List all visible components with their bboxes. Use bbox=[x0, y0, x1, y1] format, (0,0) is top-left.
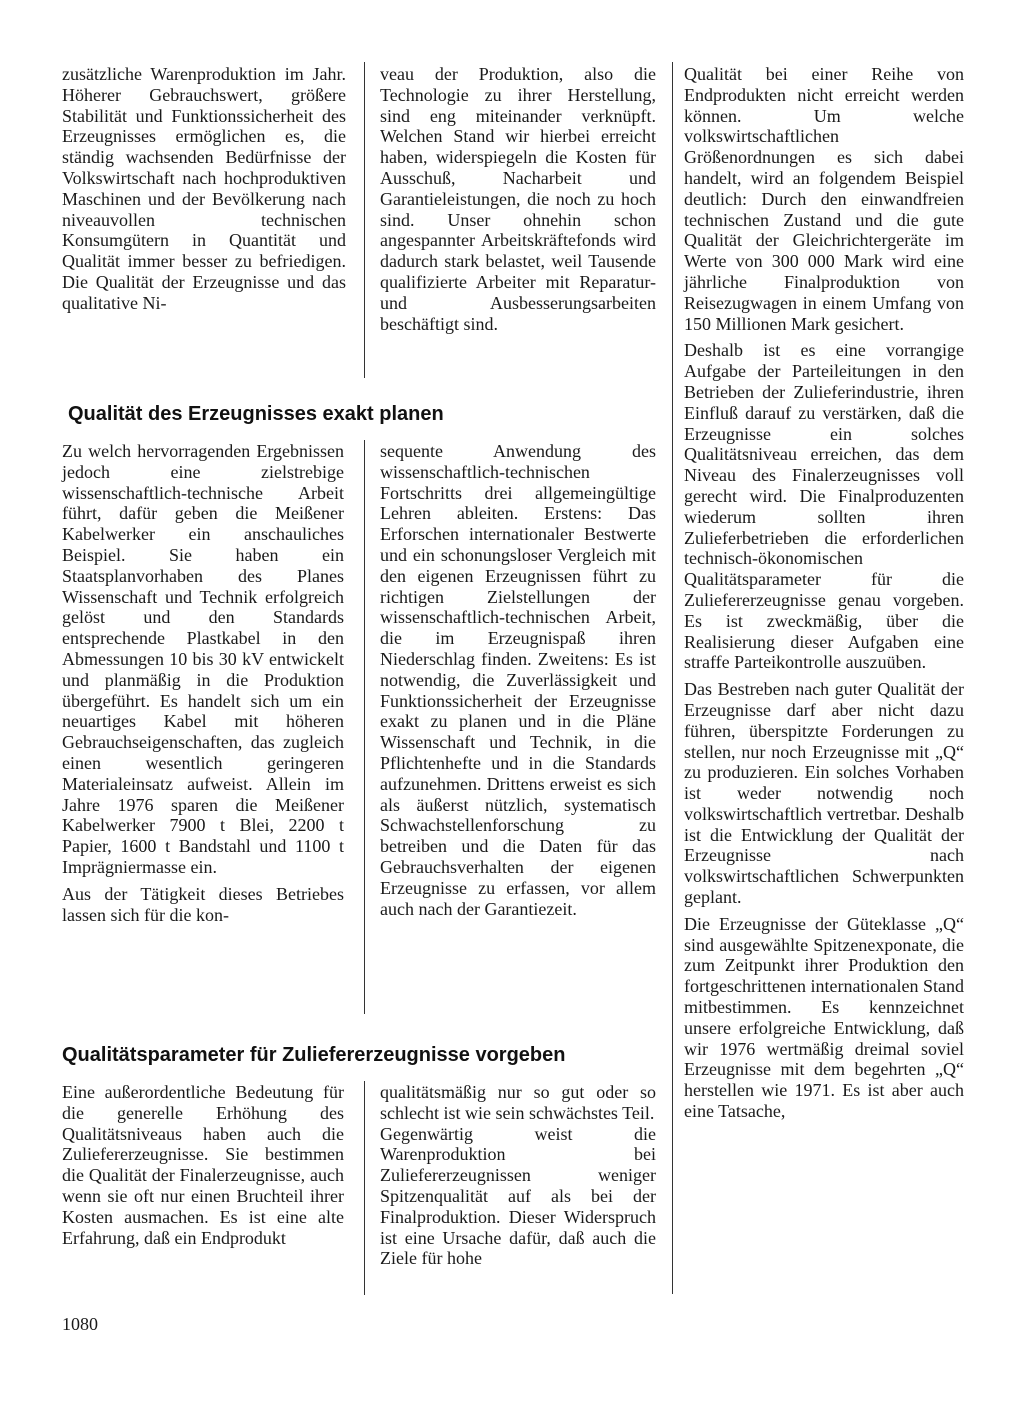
paragraph: Eine außerordentliche Bedeutung für die generelle Erhöhung des Qualitätsniveaus haben auch die Zuliefererzeugnisse. Sie bestimmen die Qualität der Finalerzeugnisse, auch wenn sie oft nur einen Bruchteil ihrer Kosten ausmachen. Es ist eine alte Erfahrung, daß ein Endprodukt bbox=[62, 1082, 344, 1248]
section1-col2-text bbox=[380, 441, 656, 1013]
section-heading-supplier-parameters: Qualitätsparameter für Zuliefererzeugnisse vorgeben bbox=[62, 1044, 566, 1066]
column-rule bbox=[364, 1081, 365, 1295]
paragraph: veau der Produktion, also die Technologie zu ihrer Herstellung, sind eng miteinander verknüpft. Welchen Stand wir hierbei erreicht haben, widerspiegeln die Kosten für Ausschuß, Nacharbeit und Garantieleistungen, die noch zu hoch sind. Unser ohnehin schon angespannter Arbeitskräftefonds wird dadurch stark belastet, weil Tausende qualifizierte Arbeiter mit Reparatur- und Ausbesserungsarbeiten beschäftigt sind. bbox=[380, 64, 656, 334]
right-column-text bbox=[684, 64, 964, 1296]
paragraph: Zu welch hervorragenden Ergebnissen jedoch eine zielstrebige wissenschaftlich-technische Arbeit führt, dafür geben die Meißener Kabelwerker ein anschauliches Beispiel. Sie haben ein Staatsplanvorhaben des Planes Wissenschaft und Technik erfolgreich gelöst und den Standards entsprechende Plastkabel in den Abmessungen 10 bis 30 kV entwickelt und planmäßig in die Produktion übergeführt. Es handelt sich um ein neuartiges Kabel mit höheren Gebrauchseigenschaften, das zugleich einen wesentlich geringeren Materialeinsatz aufweist. Allein im Jahre 1976 sparen die Meißener Kabelwerker 7900 t Blei, 2200 t Papier, 1600 t Bandstahl und 1100 t Imprägniermasse ein. bbox=[62, 441, 344, 877]
paragraph: qualitätsmäßig nur so gut oder so schlecht ist wie sein schwächstes Teil. bbox=[380, 1082, 656, 1123]
column-rule bbox=[364, 62, 365, 378]
paragraph: Qualität bei einer Reihe von Endprodukten nicht erreicht werden können. Um welche volkswirtschaftlichen Größenordnungen es sich dabei handelt, wird an folgendem Beispiel deutlich: Durch den einwandfreien technischen Zustand und die gute Qualität der Gleichrichtergeräte im Werte von 300 000 Mark wird eine jährliche Finalproduktion von Reisezugwagen in einem Umfang von 150 Millionen Mark gesichert. bbox=[684, 64, 964, 334]
top-col2-text bbox=[380, 64, 656, 376]
page-number: 1080 bbox=[62, 1314, 98, 1334]
section1-col1-text bbox=[62, 441, 344, 1013]
section2-col1-text bbox=[62, 1082, 344, 1294]
paragraph: Das Bestreben nach guter Qualität der Erzeugnisse darf aber nicht dazu führen, überspitzte Forderungen zu stellen, nur noch Erzeugnisse mit „Q“ zu produzieren. Ein solches Vorhaben ist weder notwendig noch volkswirtschaftlich vertretbar. Deshalb ist die Entwicklung der Qualität der Erzeugnisse nach volkswirtschaftlichen Schwerpunkten geplant. bbox=[684, 679, 964, 908]
column-rule bbox=[672, 62, 673, 1294]
paragraph: sequente Anwendung des wissenschaftlich-technischen Fortschritts drei allgemeingültige Lehren ableiten. Erstens: Das Erforschen internationaler Bestwerte und ein schonungsloser Vergleich mit den eigenen Erzeugnissen führt zu richtigen Zielstellungen der wissenschaftlich-technischen Arbeit, die im Erzeugnispaß ihren Niederschlag finden. Zweitens: Es ist notwendig, die Zuverlässigkeit und Funktionssicherheit der Erzeugnisse exakt zu planen und in die Pläne Wissenschaft und Technik, in die Pflichtenhefte und in die Standards aufzunehmen. Drittens erweist es sich als äußerst nützlich, systematisch Schwachstellenforschung zu betreiben und die Daten für das Gebrauchsverhalten der eigenen Erzeugnisse zu erfassen, vor allem auch nach der Garantiezeit. bbox=[380, 441, 656, 919]
section2-col2-text bbox=[380, 1082, 656, 1294]
section-heading-quality-planning: Qualität des Erzeugnisses exakt planen bbox=[68, 403, 444, 425]
paragraph: Die Erzeugnisse der Güteklasse „Q“ sind ausgewählte Spitzenexponate, die zum Zeitpunkt ihrer Produktion den fortgeschrittenen internationalen Stand mitbestimmen. Es kennzeichnet unsere erfolgreiche Entwicklung, daß wir 1976 wertmäßig dreimal soviel Erzeugnisse mit dem begehrten „Q“ herstellen wie 1971. Es ist aber auch eine Tatsache, bbox=[684, 913, 964, 1122]
paragraph: Gegenwärtig weist die Warenproduktion bei Zuliefererzeugnissen weniger Spitzenqualität auf als bei der Finalproduktion. Dieser Widerspruch ist eine Ursache dafür, daß auch die Ziele für hohe bbox=[380, 1123, 656, 1269]
paragraph: zusätzliche Warenproduktion im Jahr. Höherer Gebrauchswert, größere Stabilität und Funktionssicherheit des Erzeugnisses ermöglichen es, die ständig wachsenden Bedürfnisse der Volkswirtschaft nach hochproduktiven Maschinen und der Bevölkerung nach niveauvollen technischen Konsumgütern in Quantität und Qualität immer besser zu befriedigen. Die Qualität der Erzeugnisse und das qualitative Ni- bbox=[62, 64, 346, 313]
paragraph: Aus der Tätigkeit dieses Betriebes lassen sich für die kon- bbox=[62, 883, 344, 925]
paragraph: Deshalb ist es eine vorrangige Aufgabe der Parteileitungen in den Betrieben der Zulieferindustrie, ihren Einfluß darauf zu verstärken, daß die Erzeugnisse ein solches Qualitätsniveau erreichen, das dem Niveau des Finalerzeugnisses voll gerecht wird. Die Finalproduzenten wiederum sollten ihren Zulieferbetrieben die erforderlichen technisch-ökonomischen Qualitätsparameter für die Zuliefererzeugnisse genau vorgeben. Es ist zweckmäßig, über die Realisierung dieser Aufgaben eine straffe Parteikontrolle auszuüben. bbox=[684, 340, 964, 673]
top-col1-text bbox=[62, 64, 346, 376]
column-rule bbox=[364, 440, 365, 1014]
